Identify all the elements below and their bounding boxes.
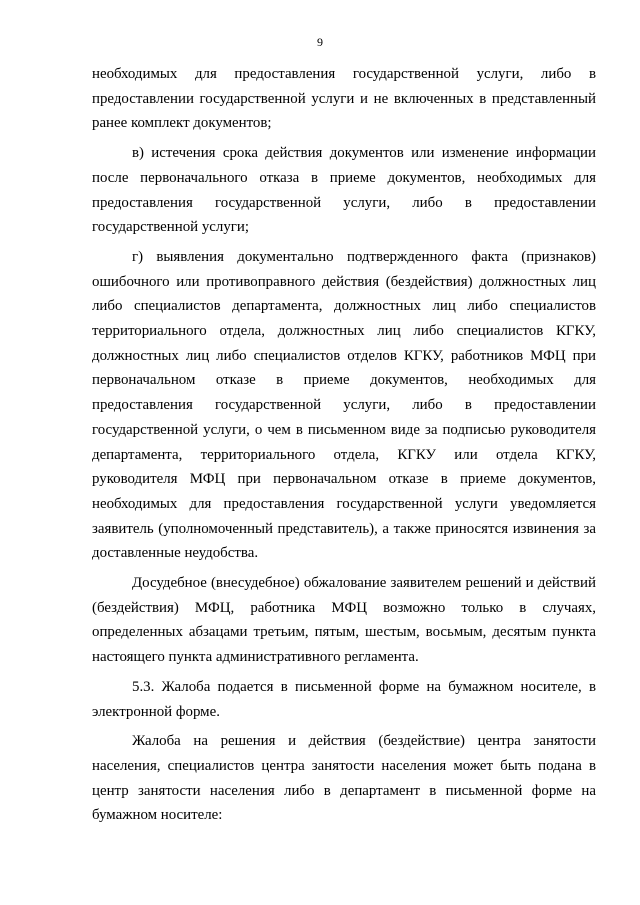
paragraph-item-g: г) выявления документально подтвержденного факта (признаков) ошибочного или противоправного действия (бездействия) должностных лиц либо специалистов департамента, должностных лиц либо специалистов территориального отдела, должностных лиц либо специалистов КГКУ, должностных лиц либо специалистов отделов КГКУ, работников МФЦ при первоначальном отказе в приеме документов, необходимых для предоставления государственной услуги, либо в предоставлении государственной услуги, о чем в письменном виде за подписью руководителя департамента, территориального отдела, КГКУ или отдела КГКУ, руководителя МФЦ при первоначальном отказе в приеме документов, необходимых для предоставления государственной услуги уведомляется заявитель (уполномоченный представитель), а также приносятся извинения за доставленные неудобства. <box>92 248 596 562</box>
paragraph-complaint-employment-center: Жалоба на решения и действия (бездействие) центра занятости населения, специалистов центра занятости населения может быть подана в центр занятости населения либо в департамент в письменной форме на бумажном носителе: <box>92 733 596 824</box>
page-number: 9 <box>317 35 323 49</box>
paragraph-pretrial-appeal: Досудебное (внесудебное) обжалование заявителем решений и действий (бездействия) МФЦ, работника МФЦ возможно только в случаях, определенных абзацами третьим, пятым, шестым, восьмым, десятым пункта настоящего пункта административного регламента. <box>92 575 596 666</box>
paragraph-item-v: в) истечения срока действия документов или изменение информации после первоначального отказа в приеме документов, необходимых для предоставления государственной услуги, либо в предоставлении государственной услуги; <box>92 145 596 236</box>
document-body <box>92 62 596 828</box>
paragraph-continuation: необходимых для предоставления государственной услуги, либо в предоставлении государственной услуги и не включенных в представленный ранее комплект документов; <box>92 66 596 132</box>
paragraph-5-3: 5.3. Жалоба подается в письменной форме на бумажном носителе, в электронной форме. <box>92 678 596 720</box>
